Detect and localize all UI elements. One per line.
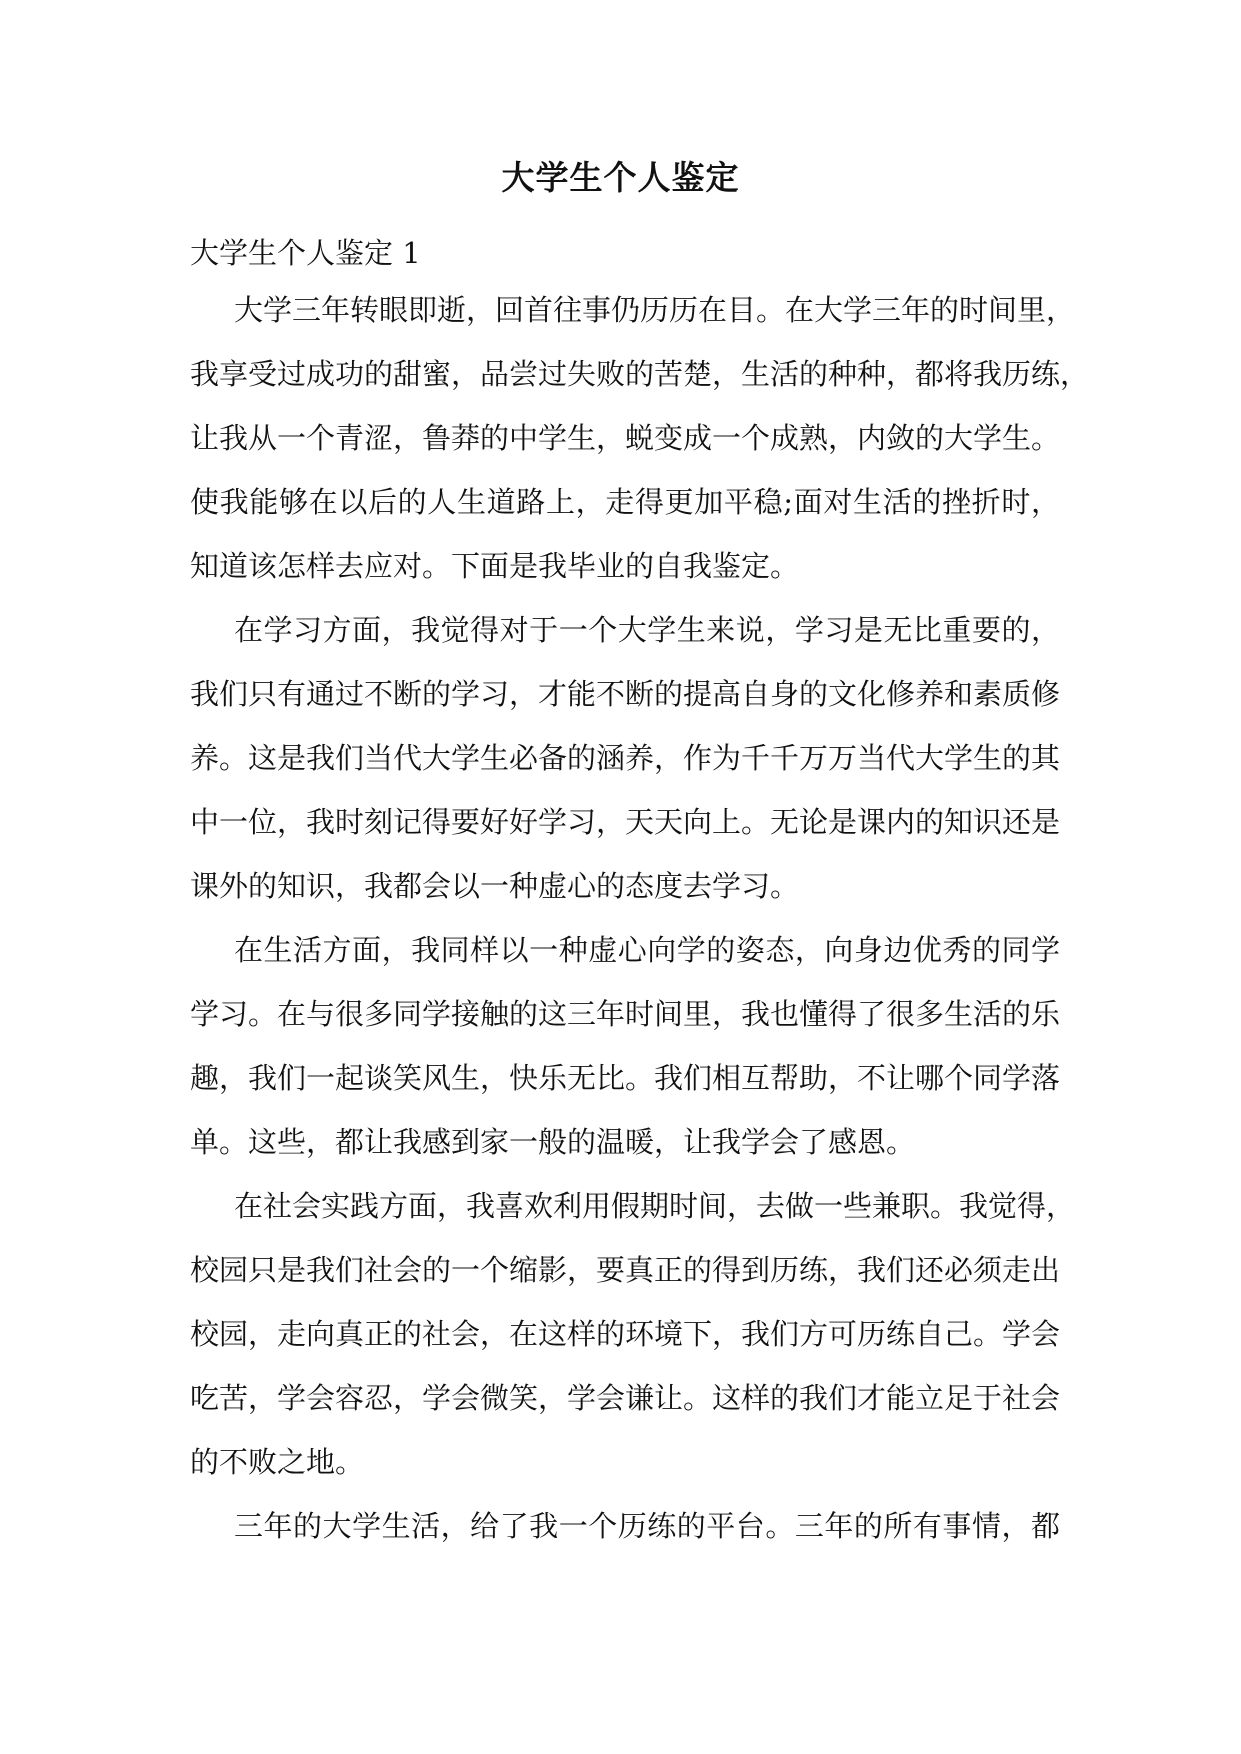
paragraph-study (190, 612, 1060, 932)
text-line: 校园，走向真正的社会，在这样的环境下，我们方可历练自己。学会 (190, 1317, 1061, 1351)
text-line: 我享受过成功的甜蜜，品尝过失败的苦楚，生活的种种，都将我历练， (190, 357, 1090, 391)
text-line: 三年的大学生活，给了我一个历练的平台。三年的所有事情，都 (234, 1509, 1060, 1543)
text-line: 在学习方面，我觉得对于一个大学生来说，学习是无比重要的， (234, 613, 1060, 647)
document-body (190, 292, 1090, 1572)
text-line: 单。这些，都让我感到家一般的温暖，让我学会了感恩。 (190, 1125, 916, 1159)
text-line: 养。这是我们当代大学生必备的涵养，作为千千万万当代大学生的其 (190, 741, 1061, 775)
text-line: 校园只是我们社会的一个缩影，要真正的得到历练，我们还必须走出 (190, 1253, 1061, 1287)
text-line: 大学三年转眼即逝，回首往事仍历历在目。在大学三年的时间里， (234, 293, 1076, 327)
document-title: 大学生个人鉴定 (501, 158, 740, 197)
paragraph-practice (190, 1188, 1076, 1508)
text-line: 课外的知识，我都会以一种虚心的态度去学习。 (190, 869, 800, 903)
text-line: 学习。在与很多同学接触的这三年时间里，我也懂得了很多生活的乐 (190, 997, 1061, 1031)
text-line: 我们只有通过不断的学习，才能不断的提高自身的文化修养和素质修 (190, 677, 1061, 711)
section-heading: 大学生个人鉴定 1 (190, 236, 421, 270)
paragraph-summary (190, 1508, 1060, 1572)
paragraph-life (190, 932, 1060, 1188)
text-line: 知道该怎样去应对。下面是我毕业的自我鉴定。 (190, 549, 800, 583)
text-line: 吃苦，学会容忍，学会微笑，学会谦让。这样的我们才能立足于社会 (190, 1381, 1061, 1415)
text-line: 让我从一个青涩，鲁莽的中学生，蜕变成一个成熟，内敛的大学生。 (190, 421, 1061, 455)
text-line: 使我能够在以后的人生道路上，走得更加平稳;面对生活的挫折时， (190, 485, 1060, 519)
paragraph-intro (190, 292, 1090, 612)
text-line: 在社会实践方面，我喜欢利用假期时间，去做一些兼职。我觉得， (234, 1189, 1076, 1223)
text-line: 在生活方面，我同样以一种虚心向学的姿态，向身边优秀的同学 (234, 933, 1060, 967)
text-line: 趣，我们一起谈笑风生，快乐无比。我们相互帮助，不让哪个同学落 (190, 1061, 1061, 1095)
text-line: 的不败之地。 (190, 1445, 365, 1479)
text-line: 中一位，我时刻记得要好好学习，天天向上。无论是课内的知识还是 (190, 805, 1061, 839)
